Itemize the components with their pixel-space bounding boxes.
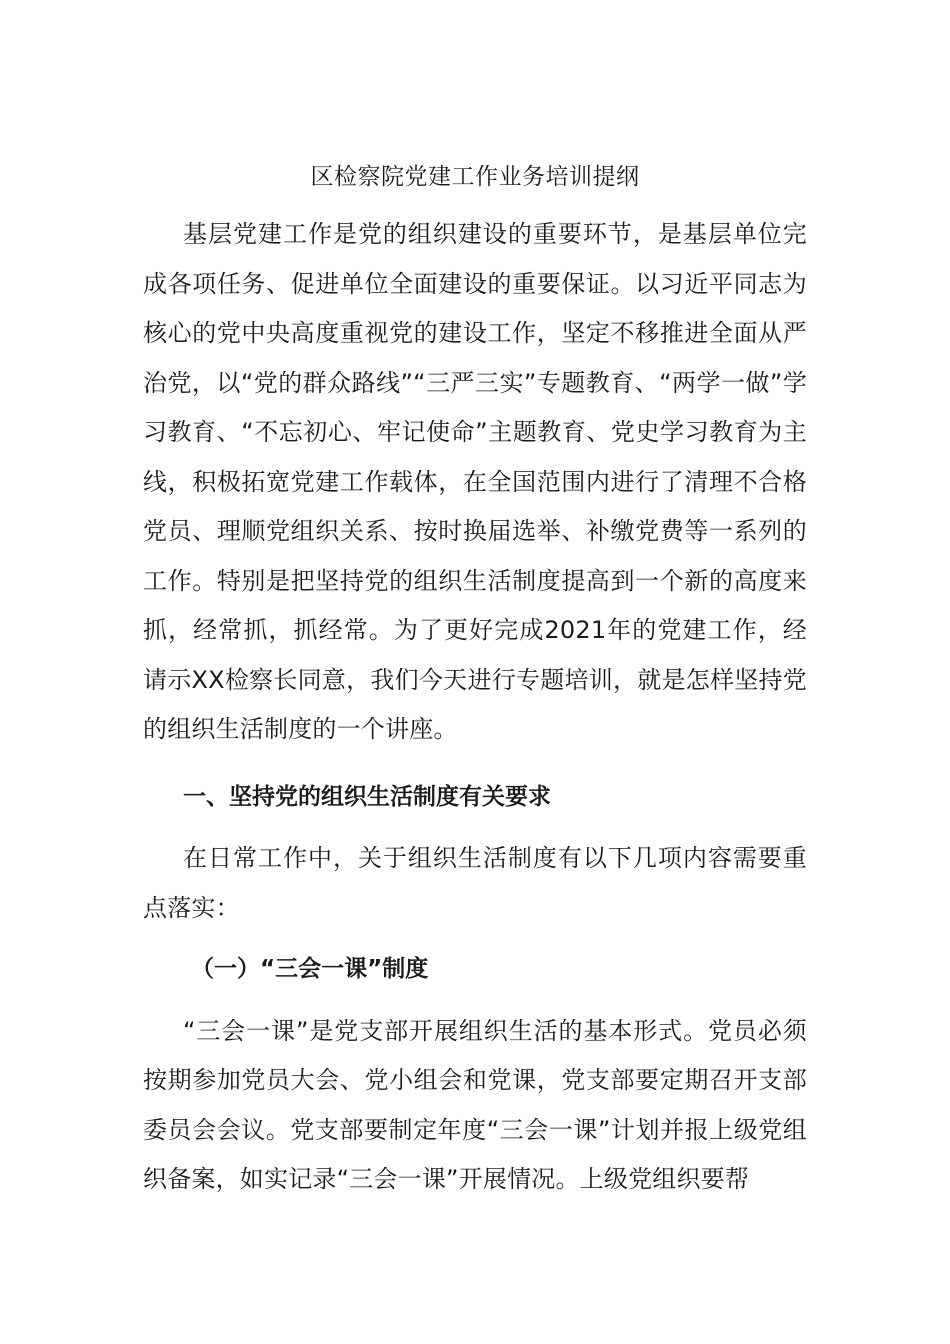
subsection-1-heading: （一）“三会一课”制度 [191, 956, 429, 982]
document-title: 区检察院党建工作业务培训提纲 [310, 164, 640, 190]
section-1-heading: 一、坚持党的组织生活制度有关要求 [183, 783, 551, 810]
intro-paragraph: 基层党建工作是党的组织建设的重要环节，是基层单位完成各项任务、促进单位全面建设的重要保证。以习近平同志为核心的党中央高度重视党的建设工作，坚定不移推进全面从严治党，以“党的群众路线”“三严三实”专题教育、“两学一做”学习教育、“不忘初心、牢记使命”主题教育、党史学习教育为主线，积极拓宽党建工作载体，在全国范围内进行了清理不合格党员、理顺党组织关系、按时换届选举、补缴党费等一系列的工作。特别是把坚持党的组织生活制度提高到一个新的高度来抓，经常抓，抓经常。为了更好完成2021年的党建工作，经请示XX检察长同意，我们今天进行专题培训，就是怎样坚持党的组织生活制度的一个讲座。 [143, 220, 807, 743]
section-1-intro-paragraph: 在日常工作中，关于组织生活制度有以下几项内容需要重点落实： [143, 844, 807, 922]
document-page [143, 152, 807, 1205]
subsection-1-body-paragraph: “三会一课”是党支部开展组织生活的基本形式。党员必须按期参加党员大会、党小组会和党课，党支部要定期召开支部委员会会议。党支部要制定年度“三会一课”计划并报上级党组织备案，如实记录“三会一课”开展情况。上级党组织要帮 [143, 1016, 807, 1193]
